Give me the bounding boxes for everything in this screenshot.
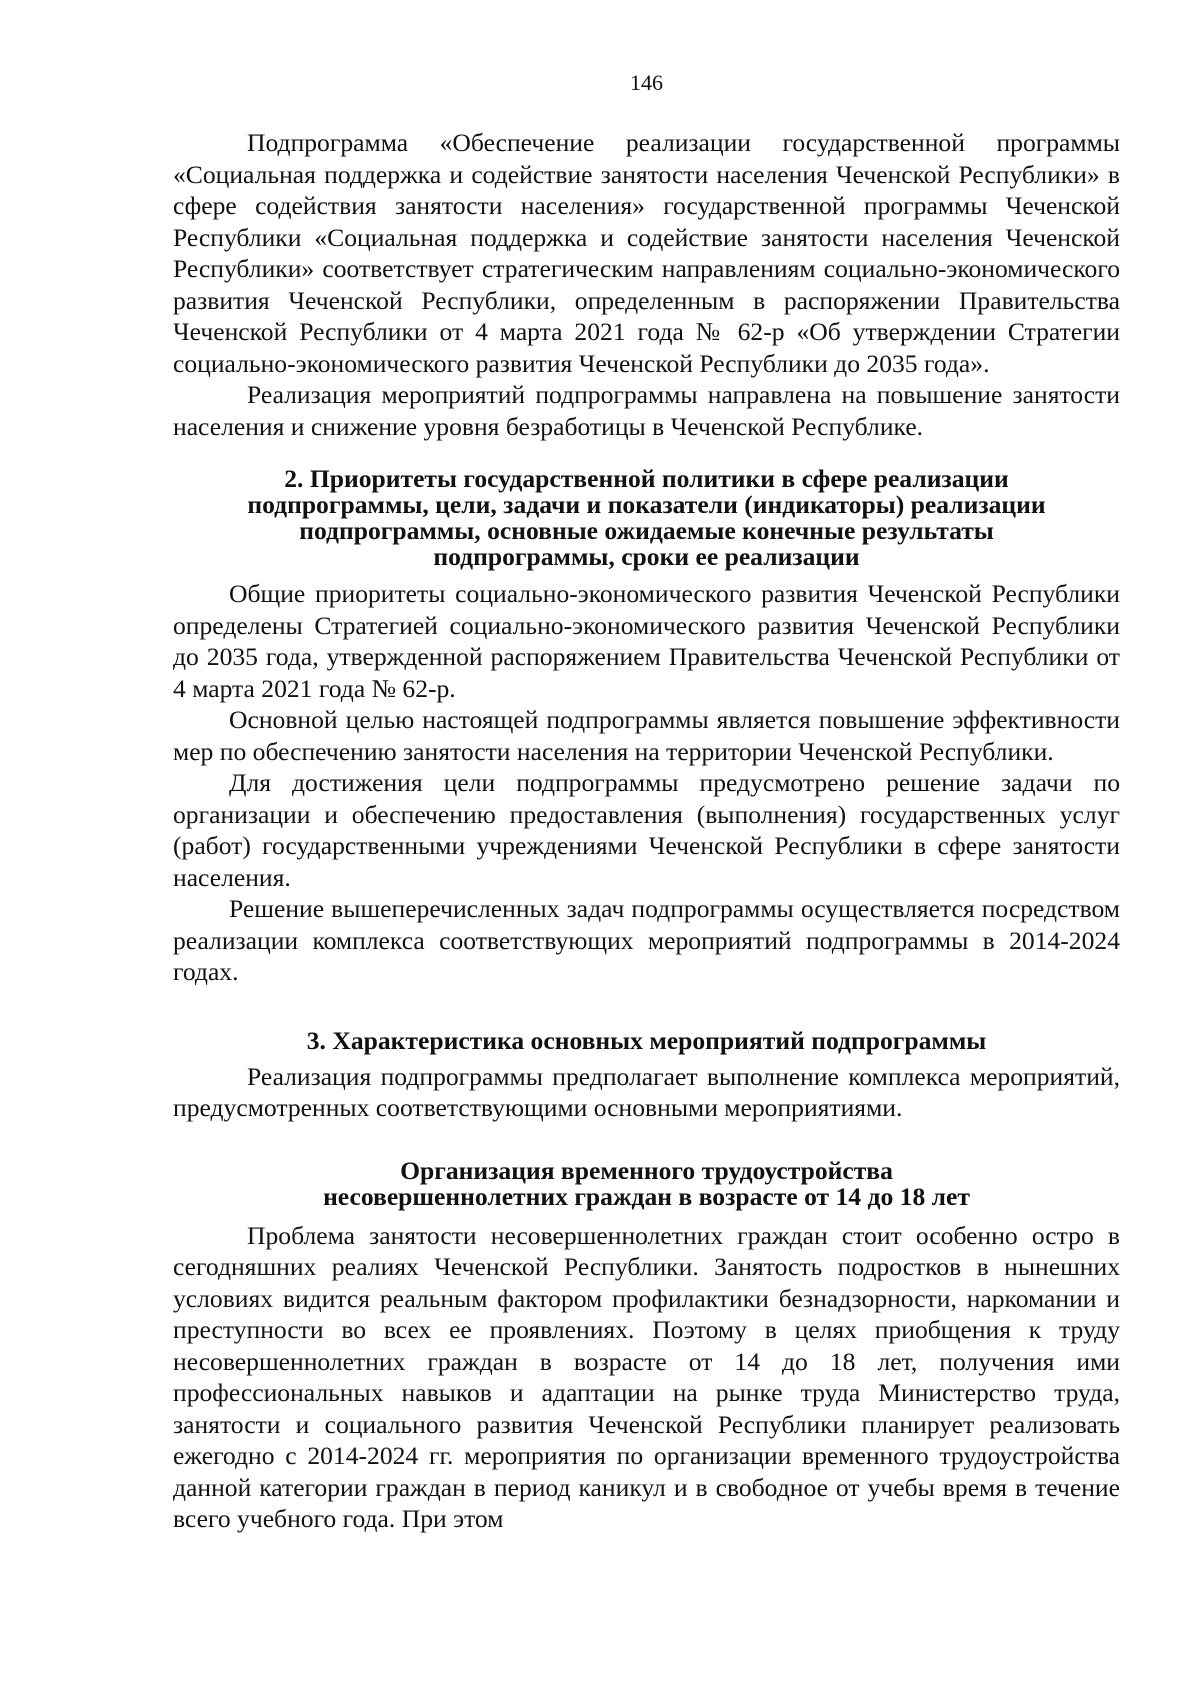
section-2-heading-line-3: подпрограммы, основные ожидаемые конечные результаты [299,516,994,545]
section-2-heading [173,466,1120,570]
section-3-heading: 3. Характеристика основных мероприятий подпрограммы [306,1025,987,1055]
section-2-paragraph-4: Решение вышеперечисленных задач подпрограммы осуществляется посредством реализации комплекса соответствующих мероприятий подпрограммы в 2014-2024 годах. [173,894,1120,986]
section-2-paragraph-3: Для достижения цели подпрограммы предусмотрено решение задачи по организации и обеспечению предоставления (выполнения) государственных услуг (работ) государственными учреждениями Чеченской Республики в сфере занятости населения. [173,768,1120,892]
subsection-heading-line-2: несовершеннолетних граждан в возрасте от 14 до 18 лет [323,1181,970,1211]
section-2-paragraph-2: Основной целью настоящей подпрограммы является повышение эффективности мер по обеспечению занятости населения на территории Чеченской Республики. [173,705,1120,766]
section-3-paragraph-1: Реализация подпрограммы предполагает выполнение комплекса мероприятий, предусмотренных соответствующими основными мероприятиями. [173,1061,1120,1122]
section-2-heading-line-2: подпрограммы, цели, задачи и показатели (индикаторы) реализации [247,490,1046,519]
section-2-heading-line-1: 2. Приоритеты государственной политики в сфере реализации [284,464,1009,493]
intro-paragraph-2: Реализация мероприятий подпрограммы направлена на повышение занятости населения и снижение уровня безработицы в Чеченской Республике. [173,380,1120,441]
page-number: 146 [630,70,663,95]
subsection-heading-line-1: Организация временного трудоустройства [400,1155,893,1185]
subsection-heading [173,1155,1120,1211]
subsection-paragraph-1: Проблема занятости несовершеннолетних граждан стоит особенно остро в сегодняшних реалиях Чеченской Республики. Занятость подростков в нынешних условиях видится реальным фактором профилактики безнадзорности, наркомании и преступности во всех ее проявлениях. Поэтому в целях приобщения к труду несовершеннолетних граждан в возрасте от 14 до 18 лет, получения ими профессиональных навыков и адаптации на рынке труда Министерство труда, занятости и социального развития Чеченской Республики планирует реализовать ежегодно с 2014-2024 гг. мероприятия по организации временного трудоустройства данной категории граждан в период каникул и в свободное от учебы время в течение всего учебного года. При этом [173,1220,1120,1533]
section-2-heading-line-4: подпрограммы, сроки ее реализации [433,542,860,571]
intro-paragraph-1: Подпрограмма «Обеспечение реализации государственной программы «Социальная поддержка и содействие занятости населения Чеченской Республики» в сфере содействия занятости населения» государственной программы Чеченской Республики «Социальная поддержка и содействие занятости населения Чеченской Республики» соответствует стратегическим направлениям социально-экономического развития Чеченской Республики, определенным в распоряжении Правительства Чеченской Республики от 4 марта 2021 года № 62-р «Об утверждении Стратегии социально-экономического развития Чеченской Республики до 2035 года». [173,128,1120,378]
section-2-paragraph-1: Общие приоритеты социально-экономического развития Чеченской Республики определены Стратегией социально-экономического развития Чеченской Республики до 2035 года, утвержденной распоряжением Правительства Чеченской Республики от 4 марта 2021 года № 62-р. [173,579,1120,703]
document-page [173,70,1120,1535]
